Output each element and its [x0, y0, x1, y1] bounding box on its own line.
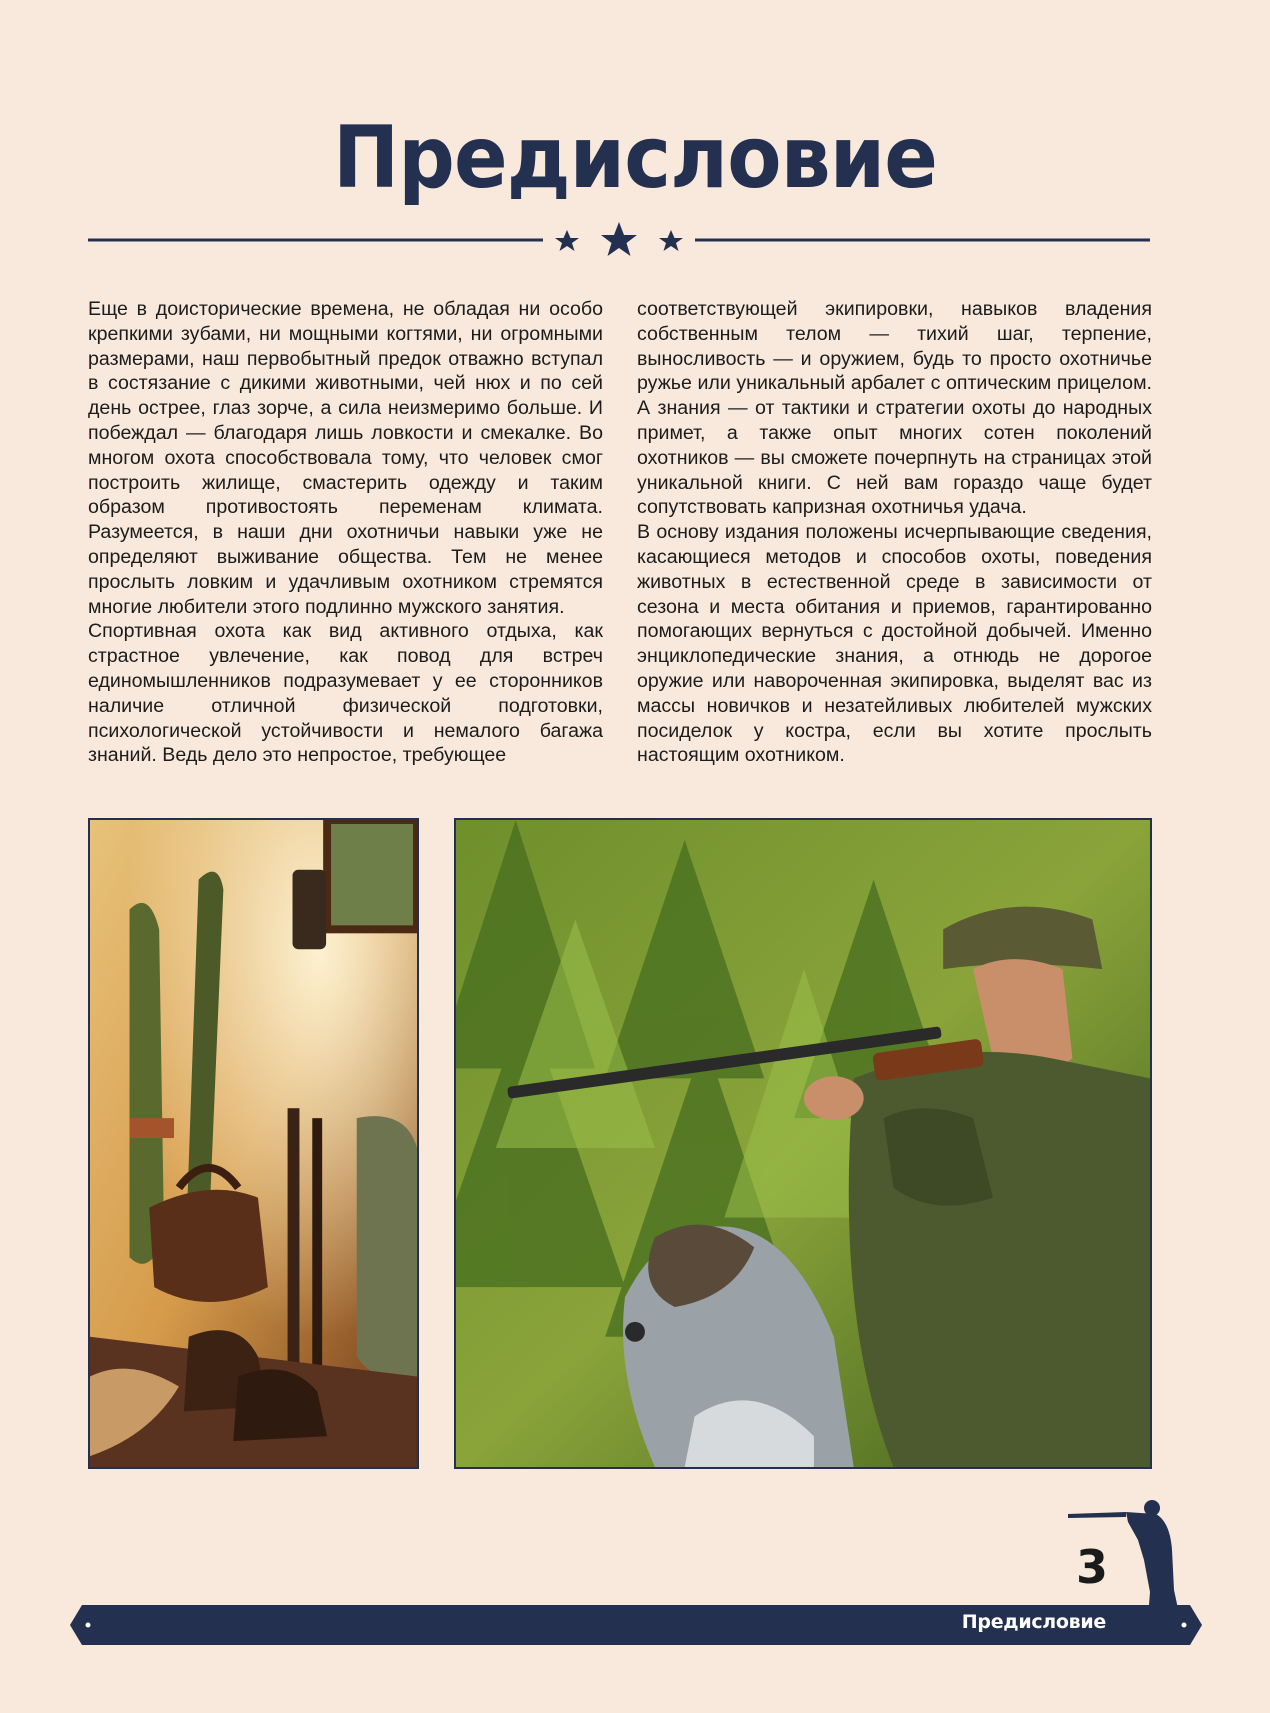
paragraph: Спортивная охота как вид активного отдыха, как страстное увлечение, как повод для встреч единомышленников подразумевает у ее сторонников наличие отличной физической подготовки, психологической устойчивости и немалого багажа знаний. Ведь дело это непростое, требующее — [88, 620, 603, 767]
photo-hunting-gear — [88, 818, 419, 1469]
star-icon — [555, 230, 579, 251]
photo-hunter-with-dog — [454, 818, 1152, 1469]
star-icon — [659, 230, 683, 251]
page-number: 3 — [1075, 1540, 1108, 1594]
paragraph: В основу издания положены исчерпывающие сведения, касающиеся методов и способов охоты, поведения животных в естественной среде в зависимости от сезона и места обитания и приемов, гарантированно помогающих вернуться с достойной добычей. Именно энциклопедические знания, а отнюдь не дорогое оружие или навороченная экипировка, выделят вас из массы новичков и незатейливых любителей мужских посиделок у костра, если вы хотите прослыть настоящим охотником. — [637, 521, 1152, 767]
text-column-left — [88, 297, 603, 768]
title-divider — [88, 222, 1150, 262]
paragraph: Еще в доисторические времена, не обладая ни особо крепкими зубами, ни мощными когтями, ни огромными размерами, наш первобытный предок отважно вступал в состязание с дикими животными, чей нюх и по сей день острее, глаз зорче, а сила неизмеримо больше. И побеждал — благодаря лишь ловкости и смекалке. Во многом охота способствовала тому, что человек смог построить жилище, смастерить одежду и таким образом противостоять переменам климата. Разумеется, в наши дни охотничьи навыки уже не определяют выживание общества. Тем не менее прослыть ловким и удачливым охотником стремятся многие любители этого подлинно мужского занятия. — [88, 298, 603, 618]
star-icon — [601, 222, 637, 256]
footer-section-label: Предисловие — [961, 1611, 1106, 1633]
paragraph: соответствующей экипировки, навыков владения собственным телом — тихий шаг, терпение, выносливость — и оружием, будь то просто охотничье ружье или уникальный арбалет с оптическим прицелом. А знания — от тактики и стратегии охоты до народных примет, а также опыт многих сотен поколений охотников — вы сможете почерпнуть на страницах этой уникальной книги. С ней вам гораздо чаще будет сопутствовать капризная охотничья удача. — [637, 298, 1152, 519]
text-column-right — [637, 297, 1152, 768]
page-title: Предисловие — [332, 108, 938, 208]
